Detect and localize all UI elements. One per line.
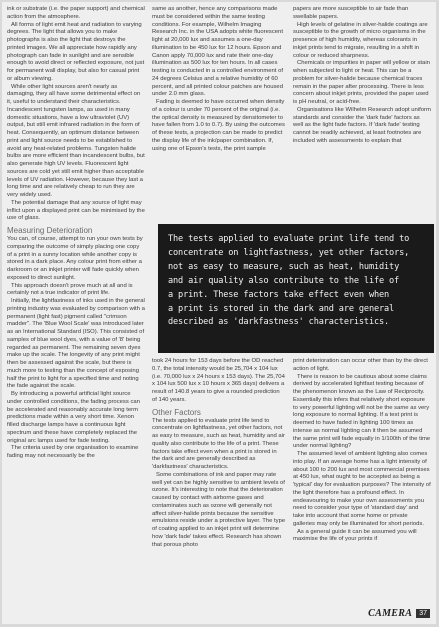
column-1 xyxy=(7,6,145,461)
pull-quote-line: and air quality also contribute to the life of xyxy=(168,275,400,286)
body-paragraph: same as another, hence any comparisons made must be considered within the same testing conditions. For example, Wilhelm Imaging Research Inc. in the USA adopts white fluorescent light at 20,000 lux and assumes a one-day illumination to be 450 lux for 12 hours. Epson and Canon apply 70,000 lux and rate their one-day illumination as 500 lux for ten hours. In all cases testing is conducted in a controlled environment of 24 degrees Celsius and a relative humidity of 60 percent, and all printed colour patches are housed under 2.0 mm glass. xyxy=(152,6,283,98)
body-paragraph: As a general guide it can be assumed you will maximise the life of your prints if xyxy=(293,528,417,543)
body-paragraph: While other light sources aren't nearly as damaging, they all have some detrimental effect on it, useful to understand their characteristics. Incandescent tungsten lamps, as used in many domestic situations, have a low ultraviolet (UV) output, but still emit infrared radiation in the form of heat. Consequently, an optimum distance between print and light source needs to be established to avoid any heat-related problems. Tungsten halide bulbs are more efficient than incandescent bulbs, but also generate high UV levels. Fluorescent light sources are cold yet still emit higher than acceptable levels of UV radiation. However, because they last a long time and are relatively cheap to run they are very widely used. xyxy=(7,83,145,198)
body-paragraph: papers are more susceptible to air fade than swellable papers. xyxy=(293,6,409,20)
body-paragraph: By introducing a powerful artificial light source under controlled conditions, the fading process can be accelerated and reasonably accurate long term predictions made within a very short time. Xenon filled discharge lamps have a continuous light spectrum and these have completely replaced the original arc lamps used for fade testing. xyxy=(7,391,140,444)
magazine-page xyxy=(2,2,436,624)
body-paragraph: Some combinations of ink and paper may rate well yet can be highly sensitive to ambient levels of ozone. It's interesting to note that the deterioration caused by contact with airborne gases and contaminates such as ozone will generally not affect silver-halide prints because the sensitive emulsions reside under a protective layer. The type of coating applied to an inkjet print will determine how 'dark fade' takes effect. Research has shown that porous photo xyxy=(152,471,286,548)
body-paragraph: High levels of gelatine in silver-halide coatings are susceptible to the growth of micro organisms in the presence of high humidity, whereas colorants in inkjet prints tend to migrate, resulting in a shift in colour or reduced sharpness. xyxy=(293,21,428,59)
body-paragraph: Organisations like Wilhelm Research adopt uniform standards and consider the 'dark fade' factors as well as the light fade factors. If 'dark fade' testing cannot be readily achieved, at least footnotes are included with assessments to explain that xyxy=(293,106,431,144)
pull-quote-line: a print is stored in the dark and are general xyxy=(168,303,395,314)
body-paragraph: The assumed level of ambient lighting also comes into play. If an average home has a light intensity of about 100 to 200 lux and most commercial premises at 450 lux, what ought to be accepted as being a 'typical' day for evaluation purposes? The intensity of the light therefore has a profound effect. In endeavouring to make your own assessments you need to consider your type of 'standard day' and take into account that some home or private galleries may only be illuminated for short periods. xyxy=(293,451,431,527)
body-paragraph: The tests applied to evaluate print life tend to concentrate on lightfastness, yet other factors, not as easy to measure, such as heat, humidity and air quality also contribute to the life of a print. These factors take effect even when a print is stored in the dark and are generally described as 'darkfastness' characteristics. xyxy=(152,417,285,470)
section-heading: Measuring Deterioration xyxy=(7,226,93,235)
body-paragraph: Fading is deemed to have occurred when density of a colour is under 70 percent of the original (i.e. the optical density is measured by densitometer to have fallen from 1.0 to 0.7). By using the outcomes of these tests, a projection can be made to predict the display life of the ink/paper combination. If, using one of Epson's tests, the print sample xyxy=(152,99,285,152)
body-paragraph: You can, of course, attempt to run your own tests by comparing the outcome of simply placing one copy of a print in a sunny location while another copy is stored in a dark place. Any colour print from either a darkroom or an inkjet printer will fade quickly when exposed to direct sunlight. xyxy=(7,236,143,281)
page-number: 37 xyxy=(416,609,430,618)
body-paragraph: Chemicals or impurities in paper will yellow or stain when subjected to light or heat. This can be a problem for silver-halide because chemical traces remain in the paper after processing. There is less concern about inkjet prints, provided the paper used is pH neutral, or acid-free. xyxy=(293,60,430,105)
pull-quote-line: not as easy to measure, such as heat, humidity xyxy=(168,261,400,272)
magazine-logo: CAMERA xyxy=(368,607,413,619)
body-paragraph: took 24 hours for 153 days before the OD reached 0.7, the total intensity would be 25,704 x 104 lux (i.e. 70,000 lux x 24 hours x 153 days). The 25,704 x 104 lux 500 lux x 10 hours x 365 days) delivers a result of 140.8 years to give a rounded prediction of 140 years. xyxy=(152,358,285,403)
body-paragraph: Initially, the lightfastness of inks used in the general printing industry was evaluated by comparison with a permanent (light fast) pigment called "crimson madder". The 'Blue Wool Scale' was introduced later as an International Standard (ISO). This consisted of samples of blue wool dyes, with a value of '8' being regarded as permanent. The remaining seven dyes make up the scale. The longevity of any print might then be assessed against the scale, but there is much more to testing than the concept of exposing half the print to light for a specified time and noting the fade against the scale. xyxy=(7,298,145,390)
column-2-top xyxy=(152,6,286,153)
column-2-bottom xyxy=(152,358,286,549)
body-paragraph: ink or substrate (i.e. the paper support) and chemical action from the atmosphere. xyxy=(7,6,145,20)
body-paragraph: The criteria used by one organisation to examine fading may not necessarily be the xyxy=(7,445,139,459)
pull-quote xyxy=(158,224,434,353)
column-3-top xyxy=(293,6,431,146)
pull-quote-line: described as 'darkfastness' characteristics. xyxy=(168,317,390,328)
body-paragraph: This approach doesn't prove much at all and is certainly not a true indicator of print life. xyxy=(7,282,133,297)
body-paragraph: print deterioration can occur other than by the direct action of light. xyxy=(293,358,428,372)
pull-quote-line: concentrate on lightfastness, yet other factors, xyxy=(168,247,410,258)
page-footer xyxy=(368,606,430,620)
section-heading: Other Factors xyxy=(152,407,201,417)
body-paragraph: There is reason to be cautious about some claims derived by accelerated lightfast testing because of the phenomenon known as the Law of Reciprocity. Essentially this infers that relatively short exposure to very powerful lighting will not be the same as very long exposure to normal lighting. If a test print is deemed to have faded in lighting 100 times as intense as normal lighting can it then be assumed the same print will fade equally in 1/100th of the time under normal lighting? xyxy=(293,373,431,450)
pull-quote-line: The tests applied to evaluate print life tend to xyxy=(168,234,410,244)
pull-quote-line: a print. These factors take effect even when xyxy=(168,289,390,300)
body-paragraph: The potential damage that any source of light may inflict upon a displayed print can be minimised by the use of glass. xyxy=(7,199,145,222)
column-3-bottom xyxy=(293,358,431,544)
body-paragraph: All forms of light emit heat and radiation to varying degrees. The light that allows you to make photographs is also the light that destroys the printed images. We all appreciate how rapidly any photograph can fade in sunlight and are sensible enough to avoid direct or reflected exposure, not just for permanent wall display, but also for casual print or album viewing. xyxy=(7,21,145,82)
